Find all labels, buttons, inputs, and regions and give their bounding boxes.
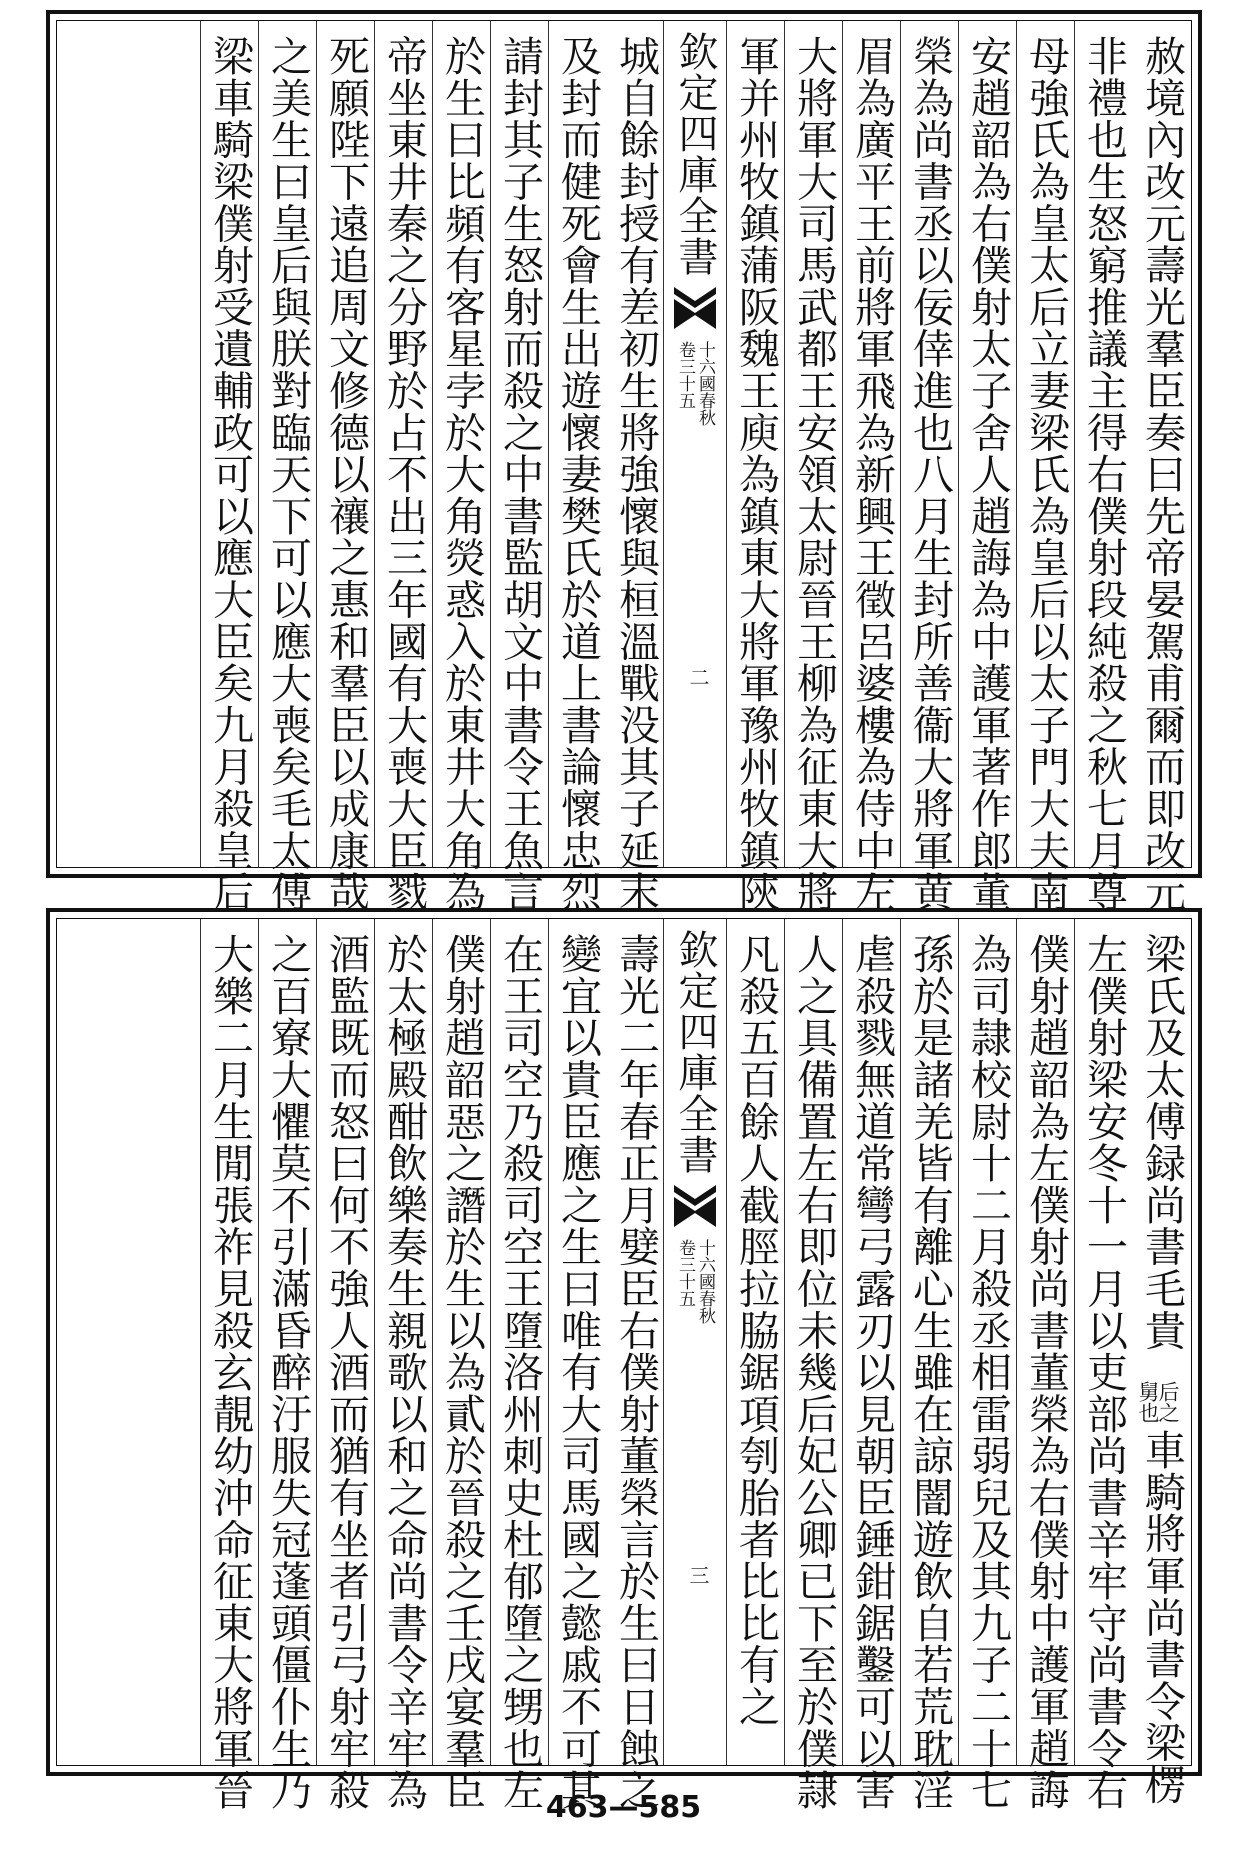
text-column xyxy=(1016,21,1075,913)
column-text: 之百寮大懼莫不引滿昏醉汙服失冠蓬頭僵仆生乃 xyxy=(264,933,312,1811)
column-text: 虐殺戮無道常彎弓露刃以見朝臣錘鉗鋸鑿可以害 xyxy=(848,933,896,1811)
column-text: 孫於是諸羌皆有離心生雖在諒闇遊飲自若荒耽淫 xyxy=(906,933,954,1811)
column-text: 軍并州牧鎮蒲阪魏王庾為鎮東大將軍豫州牧鎮陝 xyxy=(732,35,780,913)
text-column xyxy=(490,21,549,913)
gutter-title: 欽定四庫全書 xyxy=(672,929,718,1175)
text-column xyxy=(200,919,259,1811)
text-column xyxy=(200,21,259,913)
column-text: 壽光二年春正月嬖臣右僕射董榮言於生曰日蝕之 xyxy=(612,933,660,1811)
fishtail-mark-icon xyxy=(674,1183,716,1227)
text-column xyxy=(900,919,959,1811)
column-text: 在王司空乃殺司空王墮洛州刺史杜郁墮之甥也左 xyxy=(496,933,544,1811)
column-text: 人之具備置左右即位未幾后妃公卿已下至於僕隷 xyxy=(790,933,838,1811)
gutter-title: 欽定四庫全書 xyxy=(672,31,718,277)
column-text: 變宜以貴臣應之生曰唯有大司馬國之懿戚不可其 xyxy=(554,933,602,1811)
text-column xyxy=(432,919,491,1811)
text-column xyxy=(607,919,665,1811)
text-column xyxy=(258,919,317,1811)
text-column xyxy=(490,919,549,1811)
text-column xyxy=(784,919,843,1811)
text-column xyxy=(1133,21,1191,913)
text-column xyxy=(374,21,433,913)
text-column xyxy=(1074,21,1133,913)
column-text: 梁氏及太傅録尚書毛貴 xyxy=(1138,933,1186,1351)
fishtail-mark-icon xyxy=(674,285,716,329)
page-number: 463—585 xyxy=(545,1790,702,1825)
column-text: 非禮也生怒窮推議主得右僕射段純殺之秋七月尊 xyxy=(1080,35,1128,913)
column-text: 於太極殿酣飲樂奏生親歌以和之命尚書令辛牢為 xyxy=(380,933,428,1811)
column-text: 及封而健死會生出遊懷妻樊氏於道上書論懷忠烈 xyxy=(554,35,602,913)
inline-note-small: 后之 xyxy=(1156,1381,1180,1423)
text-column xyxy=(432,21,491,913)
text-column xyxy=(958,919,1017,1811)
column-text: 大樂二月生閒張祚見殺玄靚幼沖命征東大將軍晉 xyxy=(206,933,254,1811)
gutter-book: 十六國春秋 xyxy=(695,1239,715,1324)
column-text: 母強氏為皇太后立妻梁氏為皇后以太子門大夫南 xyxy=(1022,35,1070,913)
column-text: 死願陛下遠追周文修德以禳之惠和羣臣以成康哉 xyxy=(322,35,370,913)
gutter-volume: 卷三十五 xyxy=(675,341,695,409)
text-column xyxy=(958,21,1017,913)
text-column xyxy=(316,919,375,1811)
column-text: 請封其子生怒射而殺之中書監胡文中書令王魚言 xyxy=(496,35,544,913)
column-text: 僕射趙韶惡之譖於生以為貳於晉殺之壬戌宴羣臣 xyxy=(438,933,486,1811)
column-text: 為司隷校尉十二月殺丞相雷弱兒及其九子二十七 xyxy=(964,933,1012,1811)
center-gutter xyxy=(663,21,727,867)
gutter-page-number: 二 xyxy=(686,667,710,687)
column-text: 於生曰比頻有客星孛於大角熒惑入於東井大角為 xyxy=(438,35,486,913)
gutter-page-number: 三 xyxy=(686,1565,710,1585)
center-gutter xyxy=(663,919,727,1765)
text-column xyxy=(1016,919,1075,1811)
inline-note-small: 舅也 xyxy=(1136,1381,1160,1423)
column-text: 帝坐東井秦之分野於占不出三年國有大喪大臣戮 xyxy=(380,35,428,913)
text-column xyxy=(900,21,959,913)
gutter-volume: 卷三十五 xyxy=(675,1239,695,1307)
text-column xyxy=(1133,919,1191,1806)
column-text: 酒監既而怒曰何不強人酒而猶有坐者引弓射牢殺 xyxy=(322,933,370,1811)
text-column xyxy=(784,21,843,913)
column-text: 榮為尚書丞以佞倖進也八月生封所善衞大將軍黄 xyxy=(906,35,954,913)
gutter-book: 十六國春秋 xyxy=(695,341,715,426)
column-text: 赦境內改元壽光羣臣奏曰先帝晏駕甫爾而即改元 xyxy=(1138,35,1186,913)
text-column xyxy=(842,21,901,913)
column-text: 左僕射梁安冬十一月以吏部尚書辛牢守尚書令右 xyxy=(1080,933,1128,1811)
column-text: 城自餘封授有差初生將強懷與桓溫戰没其子延末 xyxy=(612,35,660,913)
text-column xyxy=(548,919,607,1811)
text-column xyxy=(726,21,785,913)
column-text-continued: 車騎將軍尚書令梁楞 xyxy=(1138,1429,1186,1806)
column-text: 梁車騎梁僕射受遺輔政可以應大臣矣九月殺皇后 xyxy=(206,35,254,913)
text-column xyxy=(258,21,317,913)
text-column xyxy=(726,919,785,1765)
text-column xyxy=(374,919,433,1811)
column-text: 眉為廣平王前將軍飛為新興王徵呂婆樓為侍中左 xyxy=(848,35,896,913)
column-text: 大將軍大司馬武都王安領太尉晉王柳為征東大將 xyxy=(790,35,838,913)
column-text: 安趙韶為右僕射太子舍人趙誨為中護軍著作郎董 xyxy=(964,35,1012,913)
text-column xyxy=(548,21,607,913)
page-panel-top xyxy=(46,10,1202,913)
column-text: 凡殺五百餘人截脛拉脇鋸項刳胎者比比有之 xyxy=(732,933,780,1728)
text-column xyxy=(1074,919,1133,1811)
text-column xyxy=(842,919,901,1811)
column-text: 僕射趙韶為左僕射尚書董榮為右僕射中護軍趙誨 xyxy=(1022,933,1070,1811)
text-column xyxy=(607,21,665,913)
column-text: 之美生曰皇后與朕對臨天下可以應大喪矣毛太傅 xyxy=(264,35,312,913)
text-column xyxy=(316,21,375,913)
